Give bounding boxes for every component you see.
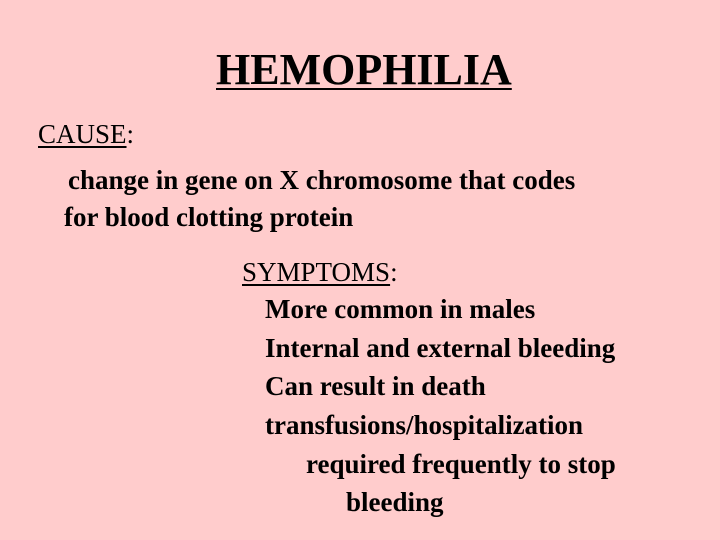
slide-title: HEMOPHILIA <box>216 45 512 94</box>
symptoms-heading-label: SYMPTOMS <box>242 257 391 287</box>
cause-text-line: for blood clotting protein <box>64 202 354 232</box>
cause-heading-label: CAUSE <box>38 119 127 149</box>
symptom-line: bleeding <box>346 487 444 517</box>
symptom-line: transfusions/hospitalization <box>265 410 584 440</box>
symptom-line: Internal and external bleeding <box>265 333 616 363</box>
cause-text-line: change in gene on X chromosome that codes <box>68 165 576 195</box>
symptom-line: Can result in death <box>265 371 486 401</box>
cause-heading-colon: : <box>126 119 135 149</box>
cause-heading <box>38 116 134 152</box>
symptoms-heading <box>242 254 398 290</box>
symptom-line: required frequently to stop <box>306 449 616 479</box>
symptom-line: More common in males <box>265 294 536 324</box>
symptoms-heading-colon: : <box>390 257 398 287</box>
